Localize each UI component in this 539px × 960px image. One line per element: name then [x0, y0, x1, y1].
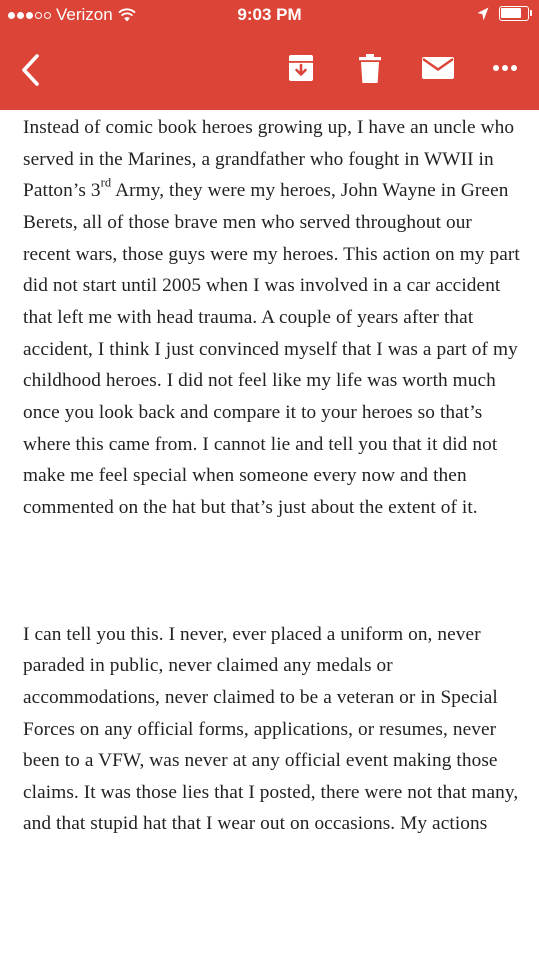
app-header: [0, 0, 539, 110]
battery-level: [501, 8, 521, 18]
message-paragraph: Instead of comic book heroes growing up, I have an uncle who served in the Marines, a grandfather who fought in WWII in Patton’s 3rd Army, they were my heroes, John Wayne in Green Berets, all of those brave men who served throughout our recent wars, those guys were my heroes. This action on my part did not start until 2005 when I was involved in a car accident that left me with head trauma. A couple of years after that accident, I think I just convinced myself that I was a part of my childhood heroes. I did not feel like my life was worth much once you look back and compare it to your heroes so that’s where this came from. I cannot lie and tell you that it did not make me feel special when someone every now and then commented on the hat but that’s just about the extent of it.: [23, 117, 520, 518]
status-time: 9:03 PM: [237, 5, 302, 24]
back-chevron-icon[interactable]: [18, 52, 42, 88]
message-toolbar: [0, 40, 539, 100]
message-paragraph: I can tell you this. I never, ever placed a uniform on, never paraded in public, never claimed any medals or accommodations, never claimed to be a veteran or in Special Forces on any official forms, applications, or resumes, never been to a VFW, was never at any official event making those claims. It was those lies that I posted, there were not that many, and that stupid hat that I wear out on occasions. My actions: [23, 623, 519, 835]
status-bar: [0, 0, 539, 30]
status-right: [477, 6, 529, 21]
more-options-icon[interactable]: [492, 64, 518, 72]
trash-icon[interactable]: [359, 54, 381, 84]
message-body: [23, 112, 523, 840]
mail-icon[interactable]: [422, 57, 454, 79]
archive-icon[interactable]: [288, 54, 314, 82]
battery-icon: [499, 6, 529, 21]
carrier-name: Verizon: [56, 5, 113, 24]
location-arrow-icon: [477, 7, 489, 21]
